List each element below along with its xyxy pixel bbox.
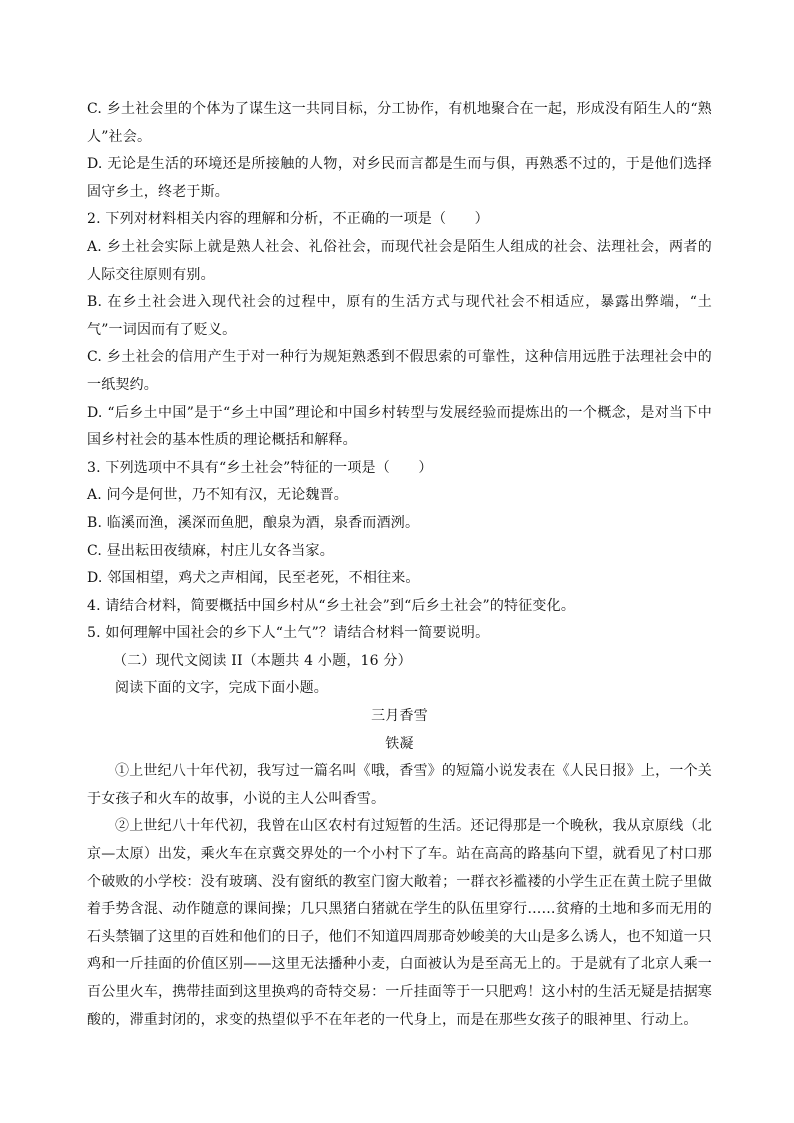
option-d-q3: D. 邻国相望，鸡犬之声相闻，民至老死，不相往来。 <box>87 570 420 587</box>
option-a-q3: A. 问今是何世，乃不知有汉，无论魏晋。 <box>87 487 349 504</box>
option-a-q2: A. 乡土社会实际上就是熟人社会、礼俗社会，而现代社会是陌生人组成的社会、法理社会，两者的人际交往原则有别。 <box>87 238 712 283</box>
document-body <box>87 96 712 1034</box>
option-c-q3: C. 昼出耘田夜绩麻，村庄儿女各当家。 <box>87 542 334 559</box>
article-title: 三月香雪 <box>371 708 428 725</box>
question-3: 3. 下列选项中不具有“乡土社会”特征的一项是（ ） <box>87 459 433 476</box>
section-heading: （二）现代文阅读 II（本题共 4 小题，16 分） <box>113 652 412 669</box>
question-5: 5. 如何理解中国社会的乡下人“土气”？请结合材料一简要说明。 <box>87 625 490 642</box>
article-paragraph-2: ②上世纪八十年代初，我曾在山区农村有过短暂的生活。还记得那是一个晚秋，我从京原线（北京—太原）出发，乘火车在京冀交界处的一个小村下了车。站在高高的路基向下望，就看见了村口那个破败的小学校：没有玻璃、没有窗纸的教室门窗大敞着；一群衣衫褴褛的小学生正在黄土院子里做着手势含混、动作随意的课间操；几只黑猪白猪就在学生的队伍里穿行……贫瘠的土地和多而无用的石头禁锢了这里的百姓和他们的日子，他们不知道四周那奇妙峻美的大山是多么诱人，也不知道一只鸡和一斤挂面的价值区别——这里无法播种小麦，白面被认为是至高无上的。于是就有了北京人乘一百公里火车，携带挂面到这里换鸡的奇特交易：一斤挂面等于一只肥鸡！这小村的生活无疑是拮据寒酸的，滞重封闭的，求变的热望似乎不在年老的一代身上，而是在那些女孩子的眼神里、行动上。 <box>87 818 712 1028</box>
question-2: 2. 下列对材料相关内容的理解和分析，不正确的一项是（ ） <box>87 211 489 228</box>
option-c-q2: C. 乡土社会的信用产生于对一种行为规矩熟悉到不假思索的可靠性，这种信用远胜于法理社会中的一纸契约。 <box>87 349 712 393</box>
option-b-q2: B. 在乡土社会进入现代社会的过程中，原有的生活方式与现代社会不相适应，暴露出弊端，“土气”一词因而有了贬义。 <box>87 294 712 338</box>
article-author: 铁凝 <box>385 735 414 752</box>
option-b-q3: B. 临溪而渔，溪深而鱼肥，酿泉为酒，泉香而酒洌。 <box>87 514 420 531</box>
option-d-q2: D. “后乡土中国”是于“乡土中国”理论和中国乡村转型与发展经验而提炼出的一个概念，是对当下中国乡村社会的基本性质的理论概括和解释。 <box>87 404 712 449</box>
reading-instruction: 阅读下面的文字，完成下面小题。 <box>115 680 328 697</box>
article-paragraph-1: ①上世纪八十年代初，我写过一篇名叫《哦，香雪》的短篇小说发表在《人民日报》上，一个关于女孩子和火车的故事，小说的主人公叫香雪。 <box>87 763 712 807</box>
option-c-q1: C. 乡土社会里的个体为了谋生这一共同目标，分工协作，有机地聚合在一起，形成没有陌生人的“熟人”社会。 <box>87 101 712 145</box>
option-d-q1: D. 无论是生活的环境还是所接触的人物，对乡民而言都是生而与俱，再熟悉不过的，于是他们选择固守乡土，终老于斯。 <box>87 156 712 200</box>
question-4: 4. 请结合材料，简要概括中国乡村从“乡土社会”到“后乡土社会”的特征变化。 <box>87 597 576 614</box>
